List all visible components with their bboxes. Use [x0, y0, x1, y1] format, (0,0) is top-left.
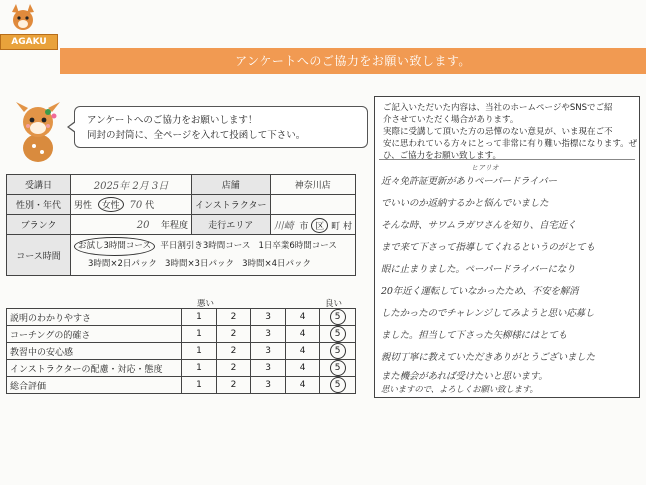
- rating-option-1[interactable]: [182, 377, 217, 394]
- deer-logo-icon: [6, 2, 40, 32]
- age-value[interactable]: 70: [129, 200, 143, 211]
- rating-row: [7, 343, 356, 360]
- rating-row: [7, 326, 356, 343]
- blank-unit: 年程度: [160, 221, 188, 231]
- rating-option-label: 1: [196, 346, 202, 356]
- rating-option-4[interactable]: [285, 326, 320, 343]
- notice-line-1: ご記入いただいた内容は、当社のホームページやSNSでご紹: [383, 103, 613, 113]
- instructor-value[interactable]: [270, 195, 355, 215]
- area-suffix-ku[interactable]: 区: [311, 218, 328, 233]
- page-title: アンケートへのご協力をお願い致します。: [235, 54, 471, 68]
- handwritten-line-1: 近々免許証更新がありペーパードライバー: [381, 176, 557, 187]
- rating-option-5[interactable]: [320, 377, 356, 394]
- blank-value[interactable]: 20: [136, 220, 150, 231]
- rating-question: 教習中の安心感: [7, 343, 182, 360]
- rating-option-label: 4: [299, 380, 306, 390]
- rating-option-label: 2: [230, 380, 237, 390]
- rating-option-label: 2: [230, 312, 237, 322]
- notice-line-5: ひ、ご協力をお願い致します。: [383, 151, 501, 161]
- logo-text: AGAKU: [0, 34, 58, 50]
- course-trial-3h[interactable]: お試し3時間コース: [74, 237, 155, 256]
- rating-row: [7, 377, 356, 394]
- rating-option-label: 5: [330, 326, 346, 342]
- store-label: 店舗: [192, 175, 271, 195]
- rating-option-label: 4: [299, 329, 306, 339]
- rating-option-2[interactable]: [216, 360, 251, 377]
- rating-option-2[interactable]: [216, 309, 251, 326]
- bubble-tail-fill: [69, 122, 76, 132]
- rating-option-label: 2: [230, 346, 237, 356]
- rating-option-1[interactable]: [182, 309, 217, 326]
- rating-option-1[interactable]: [182, 326, 217, 343]
- rating-option-label: 2: [230, 363, 237, 373]
- course-3h-4day[interactable]: 3時間×4日パック: [242, 259, 312, 269]
- rating-option-5[interactable]: [320, 326, 356, 343]
- bubble-line-2: 同封の封筒に、全ページを入れて投函して下さい。: [87, 130, 306, 141]
- rating-option-4[interactable]: [285, 377, 320, 394]
- rating-option-label: 5: [330, 377, 346, 393]
- comment-box[interactable]: [374, 96, 640, 398]
- date-value[interactable]: 2025年 2月 3日: [93, 181, 169, 192]
- rating-option-3[interactable]: [251, 360, 286, 377]
- area-suffix-mura: 村: [342, 221, 352, 232]
- rating-bad-label: 悪い: [197, 299, 215, 309]
- handwritten-ruby: ヒアリオ: [471, 164, 499, 172]
- rating-option-label: 3: [265, 312, 271, 322]
- rating-question: 総合評価: [7, 377, 182, 394]
- instructor-label: インストラクター: [192, 195, 271, 215]
- male-option[interactable]: 男性: [73, 201, 92, 211]
- rating-option-1[interactable]: [182, 343, 217, 360]
- rating-option-2[interactable]: [216, 343, 251, 360]
- rating-option-2[interactable]: [216, 326, 251, 343]
- handwritten-line-10: また機会があれば受けたいと思います。: [381, 371, 548, 382]
- header-bar: [60, 48, 646, 74]
- bubble-line-1: アンケートへのご協力をお願いします！: [87, 115, 258, 126]
- notice-line-4: 安に思われている方々にとって非常に有り難い指標になります。ぜ: [383, 139, 638, 149]
- rating-option-2[interactable]: [216, 377, 251, 394]
- handwritten-line-6: 20年近く運転していなかったため、不安を解消: [381, 286, 579, 297]
- date-label: 受講日: [7, 175, 71, 195]
- area-label: 走行エリア: [192, 215, 271, 235]
- rating-option-label: 4: [299, 363, 306, 373]
- rating-row: [7, 360, 356, 377]
- handwritten-line-7: したかったのでチャレンジしてみようと思い応募し: [381, 308, 595, 319]
- info-table: [6, 174, 356, 276]
- rating-option-5[interactable]: [320, 343, 356, 360]
- rating-option-label: 5: [330, 360, 346, 376]
- rating-option-3[interactable]: [251, 309, 286, 326]
- area-suffix-machi: 町: [331, 221, 341, 232]
- rating-option-label: 1: [196, 363, 202, 373]
- handwritten-line-8: ました。担当して下さった矢柳様にはとても: [381, 330, 568, 341]
- course-options: [70, 235, 355, 276]
- rating-table: [6, 308, 356, 394]
- course-weekday-3h[interactable]: 平日割引き3時間コース: [160, 241, 251, 251]
- notice-divider: [379, 159, 635, 160]
- notice-line-3: 実際に受講して頂いた方の忌憚のない意見が、いま現在ご不: [383, 127, 613, 137]
- area-city[interactable]: 川崎: [273, 220, 294, 232]
- handwritten-line-3: そんな時、サワムラガワさんを知り、自宅近く: [381, 220, 577, 231]
- brand-logo: [0, 0, 62, 72]
- deer-mascot-icon: [8, 98, 68, 166]
- course-label: コース時間: [7, 235, 71, 276]
- gender-age-label: 性別・年代: [7, 195, 71, 215]
- blank-label: ブランク: [7, 215, 71, 235]
- rating-option-label: 1: [196, 380, 202, 390]
- rating-option-5[interactable]: [320, 309, 356, 326]
- handwritten-line-11: 思いますので、よろしくお願い致します。: [381, 385, 538, 395]
- course-1day-6h[interactable]: 1日卒業6時間コース: [258, 241, 337, 251]
- rating-option-3[interactable]: [251, 326, 286, 343]
- rating-option-label: 2: [230, 329, 237, 339]
- handwritten-line-2: でいいのか返納するかと悩んでいました: [381, 198, 549, 209]
- rating-option-5[interactable]: [320, 360, 356, 377]
- rating-option-3[interactable]: [251, 343, 286, 360]
- store-value: 神奈川店: [270, 175, 355, 195]
- instruction-bubble: [74, 106, 368, 148]
- handwritten-line-4: まで来て下さって指導してくれるというのがとても: [381, 242, 595, 253]
- rating-question: コーチングの的確さ: [7, 326, 182, 343]
- rating-option-label: 1: [196, 329, 202, 339]
- age-unit: 代: [145, 201, 155, 211]
- rating-option-label: 1: [196, 312, 202, 322]
- rating-option-label: 5: [330, 343, 346, 359]
- handwritten-line-9: 親切丁寧に教えていただきありがとうございました: [381, 352, 595, 363]
- rating-option-label: 3: [265, 380, 271, 390]
- rating-option-label: 3: [265, 363, 271, 373]
- rating-good-label: 良い: [325, 299, 343, 309]
- rating-option-label: 4: [299, 312, 306, 322]
- rating-option-1[interactable]: [182, 360, 217, 377]
- female-option[interactable]: 女性: [98, 197, 124, 212]
- rating-question: 説明のわかりやすさ: [7, 309, 182, 326]
- rating-option-4[interactable]: [285, 343, 320, 360]
- rating-question: インストラクターの配慮・対応・態度: [7, 360, 182, 377]
- area-suffix-shi: 市: [299, 221, 309, 232]
- notice-line-2: 介させていただく場合があります。: [383, 115, 519, 125]
- course-3h-2day[interactable]: 3時間×2日パック: [87, 259, 157, 269]
- course-3h-3day[interactable]: 3時間×3日パック: [165, 259, 234, 269]
- rating-option-label: 3: [265, 329, 271, 339]
- handwritten-line-5: 眼に止まりました。ペーパードライバーになり: [381, 264, 576, 275]
- rating-option-label: 4: [299, 346, 306, 356]
- rating-option-label: 5: [330, 309, 346, 325]
- rating-option-label: 3: [265, 346, 271, 356]
- rating-option-4[interactable]: [285, 360, 320, 377]
- rating-option-3[interactable]: [251, 377, 286, 394]
- rating-option-4[interactable]: [285, 309, 320, 326]
- rating-row: [7, 309, 356, 326]
